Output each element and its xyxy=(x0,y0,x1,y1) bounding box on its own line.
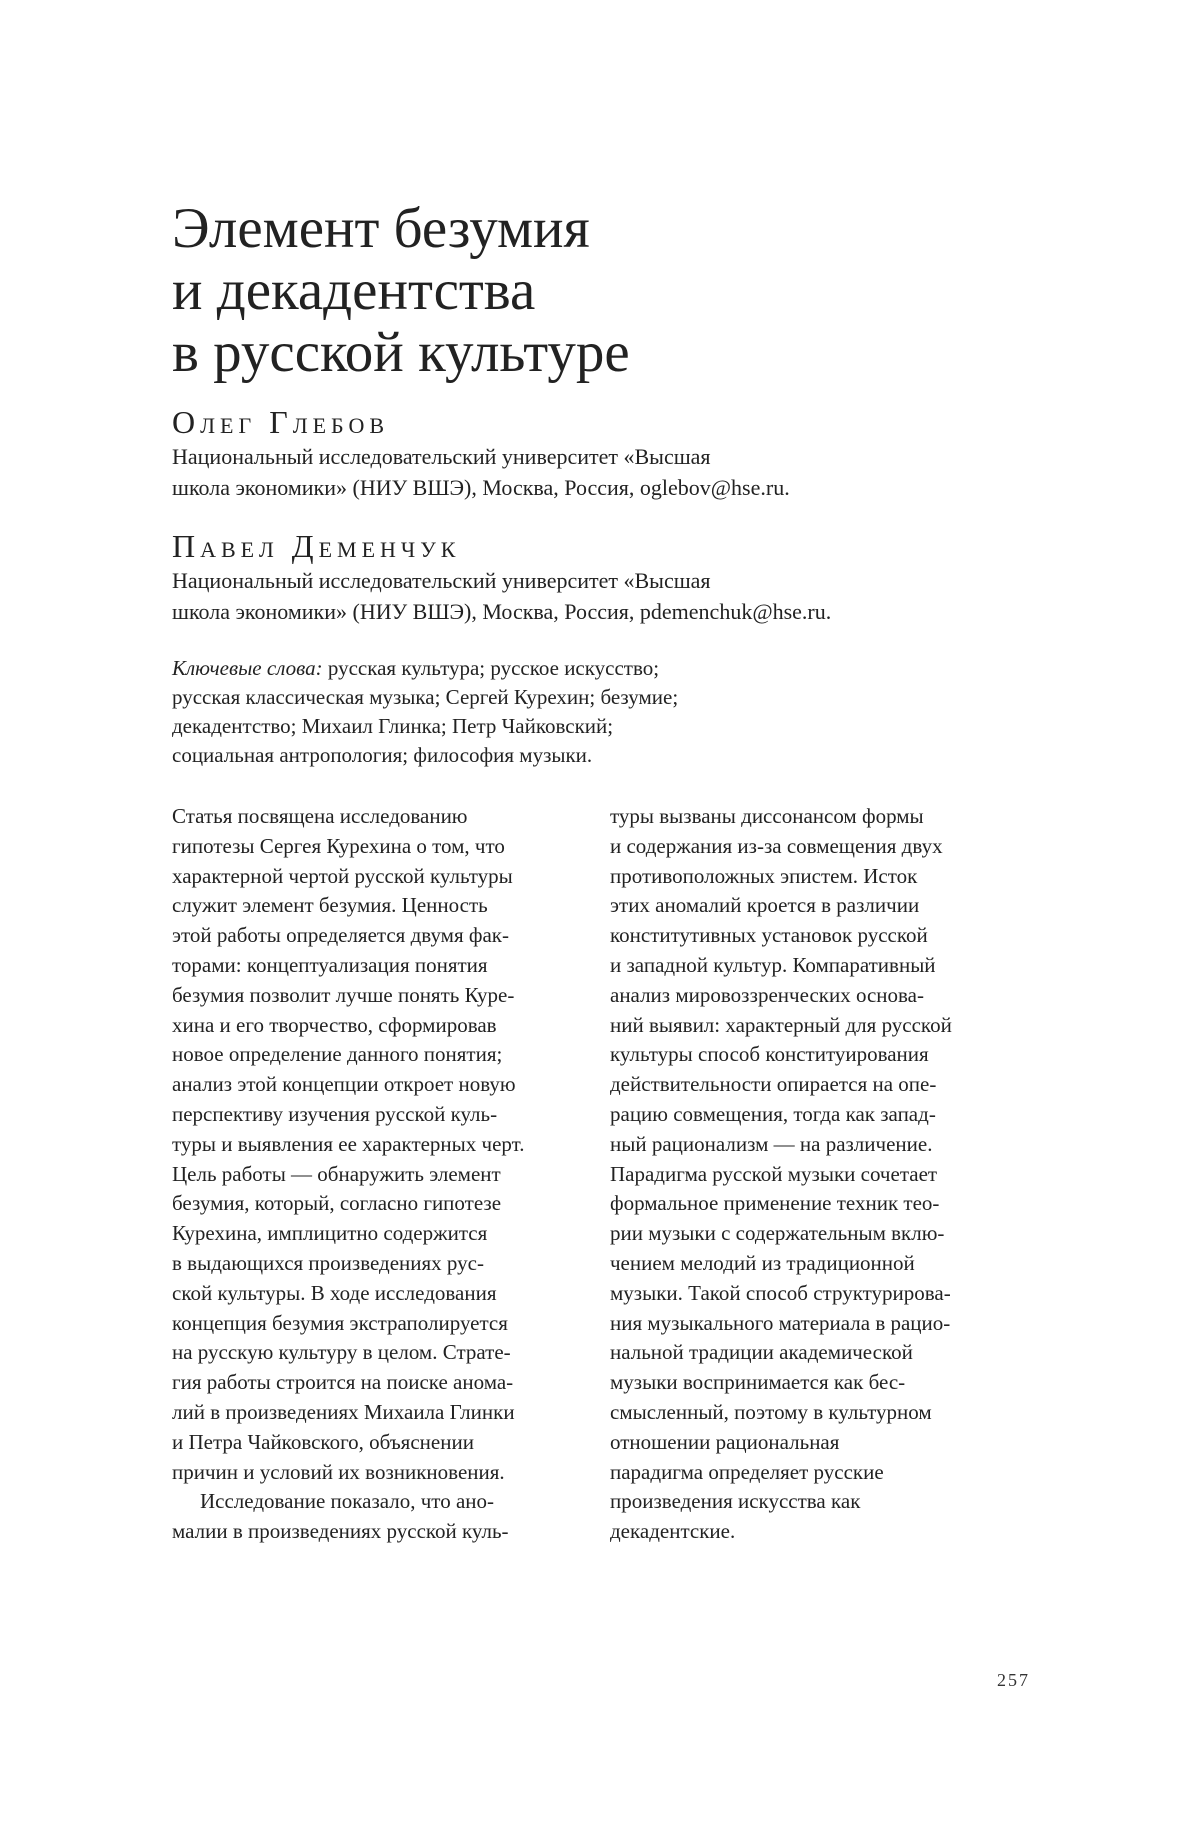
abstract-line: рии музыки с содержательным вклю- xyxy=(610,1221,945,1246)
abstract-line: рацию совмещения, тогда как запад- xyxy=(610,1101,936,1126)
affiliation-line: школа экономики» (НИУ ВШЭ), Москва, Россия, oglebov@hse.ru. xyxy=(172,475,790,500)
abstract-line: культуры способ конституирования xyxy=(610,1042,929,1067)
abstract-line: ской культуры. В ходе исследования xyxy=(172,1280,497,1305)
abstract-line: музыки. Такой способ структурирова- xyxy=(610,1280,951,1305)
title-line-2: и декадентства xyxy=(172,259,536,322)
abstract-right-column xyxy=(610,802,1040,1547)
author-affiliation xyxy=(172,441,932,503)
affiliation-line: Национальный исследовательский университет «Высшая xyxy=(172,444,711,469)
keywords-line: декадентство; Михаил Глинка; Петр Чайковский; xyxy=(172,714,614,738)
abstract-line: конститутивных установок русской xyxy=(610,923,928,948)
keywords-line: социальная антропология; философия музыки. xyxy=(172,743,593,767)
abstract-line: парадигма определяет русские xyxy=(610,1459,884,1484)
author-affiliation xyxy=(172,565,932,627)
abstract-line: ный рационализм — на различение. xyxy=(610,1131,933,1156)
keywords-line: русская классическая музыка; Сергей Курехин; безумие; xyxy=(172,685,679,709)
abstract-line: малии в произведениях русской куль- xyxy=(172,1519,509,1544)
abstract-line: и содержания из-за совмещения двух xyxy=(610,833,943,858)
abstract-line: характерной чертой русской культуры xyxy=(172,863,513,888)
abstract-line: смысленный, поэтому в культурном xyxy=(610,1399,932,1424)
abstract-line: гия работы строится на поиске анома- xyxy=(172,1370,514,1395)
abstract-line: формальное применение техник тео- xyxy=(610,1191,940,1216)
abstract-line: отношении рациональная xyxy=(610,1429,840,1454)
keywords-text: русская культура; русское искусство; xyxy=(322,656,660,680)
article-title xyxy=(172,198,1072,384)
keywords-label: Ключевые слова: xyxy=(172,656,323,680)
abstract-line: нальной традиции академической xyxy=(610,1340,913,1365)
abstract-line: декадентские. xyxy=(610,1519,736,1544)
author-name: Олег Глебов xyxy=(172,404,390,440)
title-line-1: Элемент безумия xyxy=(172,197,590,260)
page-number: 257 xyxy=(997,1670,1030,1690)
abstract-line: концепция безумия экстраполируется xyxy=(172,1310,508,1335)
abstract-line: Статья посвящена исследованию xyxy=(172,804,468,828)
abstract-line: туры вызваны диссонансом формы xyxy=(610,804,924,828)
abstract-line: этой работы определяется двумя фак- xyxy=(172,923,510,948)
keywords-line xyxy=(172,654,932,683)
keywords-block xyxy=(172,654,932,770)
abstract-line: и Петра Чайковского, объяснении xyxy=(172,1429,474,1454)
abstract-line: и западной культур. Компаративный xyxy=(610,952,936,977)
abstract-line: туры и выявления ее характерных черт. xyxy=(172,1131,525,1156)
abstract-line: этих аномалий кроется в различии xyxy=(610,893,920,918)
abstract-line: ний выявил: характерный для русской xyxy=(610,1012,952,1037)
abstract-line: чением мелодий из традиционной xyxy=(610,1250,915,1275)
abstract-line: гипотезы Сергея Курехина о том, что xyxy=(172,833,505,858)
affiliation-line: Национальный исследовательский университет «Высшая xyxy=(172,568,711,593)
abstract-line: лий в произведениях Михаила Глинки xyxy=(172,1399,515,1424)
abstract-line: безумия позволит лучше понять Куре- xyxy=(172,982,515,1007)
abstract-line: анализ мировоззренческих основа- xyxy=(610,982,924,1007)
abstract-line: безумия, который, согласно гипотезе xyxy=(172,1191,502,1216)
abstract-line: противоположных эпистем. Исток xyxy=(610,863,918,888)
abstract-left-column xyxy=(172,802,602,1547)
abstract-line: анализ этой концепции откроет новую xyxy=(172,1072,516,1097)
abstract-line: перспективу изучения русской куль- xyxy=(172,1101,498,1126)
abstract-line: Исследование показало, что ано- xyxy=(200,1489,495,1514)
affiliation-line: школа экономики» (НИУ ВШЭ), Москва, Россия, pdemenchuk@hse.ru. xyxy=(172,599,832,624)
abstract-line: в выдающихся произведениях рус- xyxy=(172,1250,484,1275)
abstract-line: новое определение данного понятия; xyxy=(172,1042,503,1067)
author-name: Павел Деменчук xyxy=(172,528,461,564)
abstract-line: Курехина, имплицитно содержится xyxy=(172,1221,488,1246)
abstract-line: служит элемент безумия. Ценность xyxy=(172,893,488,918)
abstract-line: действительности опирается на опе- xyxy=(610,1072,937,1097)
abstract-line: торами: концептуализация понятия xyxy=(172,952,488,977)
abstract-line: на русскую культуру в целом. Страте- xyxy=(172,1340,511,1365)
abstract-line: Цель работы — обнаружить элемент xyxy=(172,1161,501,1186)
title-line-3: в русской культуре xyxy=(172,321,630,384)
abstract-line: ния музыкального материала в рацио- xyxy=(610,1310,951,1335)
abstract-line: причин и условий их возникновения. xyxy=(172,1459,505,1484)
abstract-line: музыки воспринимается как бес- xyxy=(610,1370,906,1395)
abstract-line: хина и его творчество, сформировав xyxy=(172,1012,497,1037)
abstract-line: Парадигма русской музыки сочетает xyxy=(610,1161,938,1186)
abstract-line: произведения искусства как xyxy=(610,1489,861,1514)
